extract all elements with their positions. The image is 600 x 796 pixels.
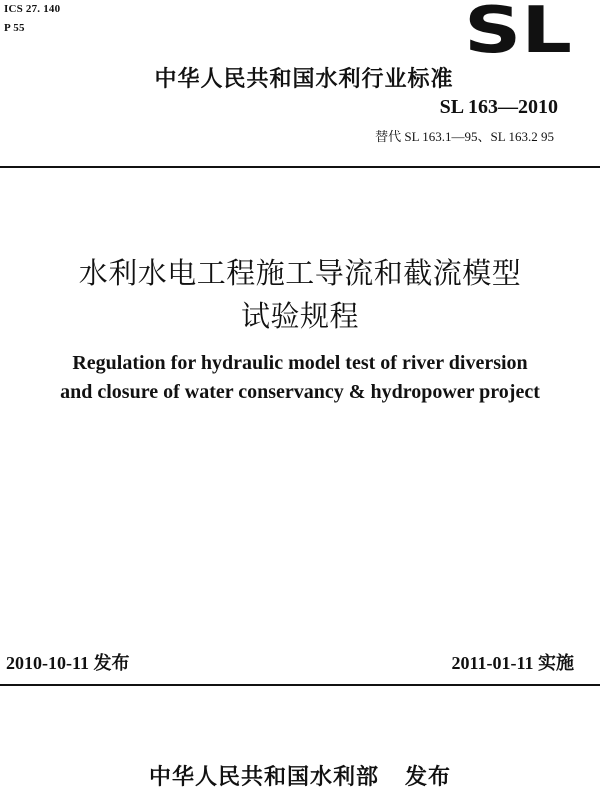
- title-zh-line1: 水利水电工程施工导流和截流模型: [78, 256, 522, 290]
- ccs-code: P 55: [4, 22, 25, 34]
- sl-logo-text: SL: [464, 0, 572, 58]
- sl-logo: [462, 0, 574, 58]
- standard-code: SL 163—2010: [439, 96, 558, 118]
- title-zh-line2: 试验规程: [240, 299, 359, 333]
- bottom-divider: [0, 684, 600, 686]
- implementation-date: 2011-01-11 实施: [451, 653, 574, 673]
- issue-date: 2010-10-11 发布: [6, 653, 130, 673]
- replaces-note: 替代 SL 163.1—95、SL 163.2 95: [375, 129, 554, 144]
- title-en-line2: and closure of water conservancy & hydropower project: [60, 381, 540, 403]
- ics-code: ICS 27. 140: [4, 3, 61, 15]
- top-divider: [0, 166, 600, 168]
- standard-category: 中华人民共和国水利行业标准: [154, 67, 454, 92]
- publisher: 中华人民共和国水利部 发布: [149, 765, 451, 790]
- title-en-line1: Regulation for hydraulic model test of river diversion: [72, 352, 528, 374]
